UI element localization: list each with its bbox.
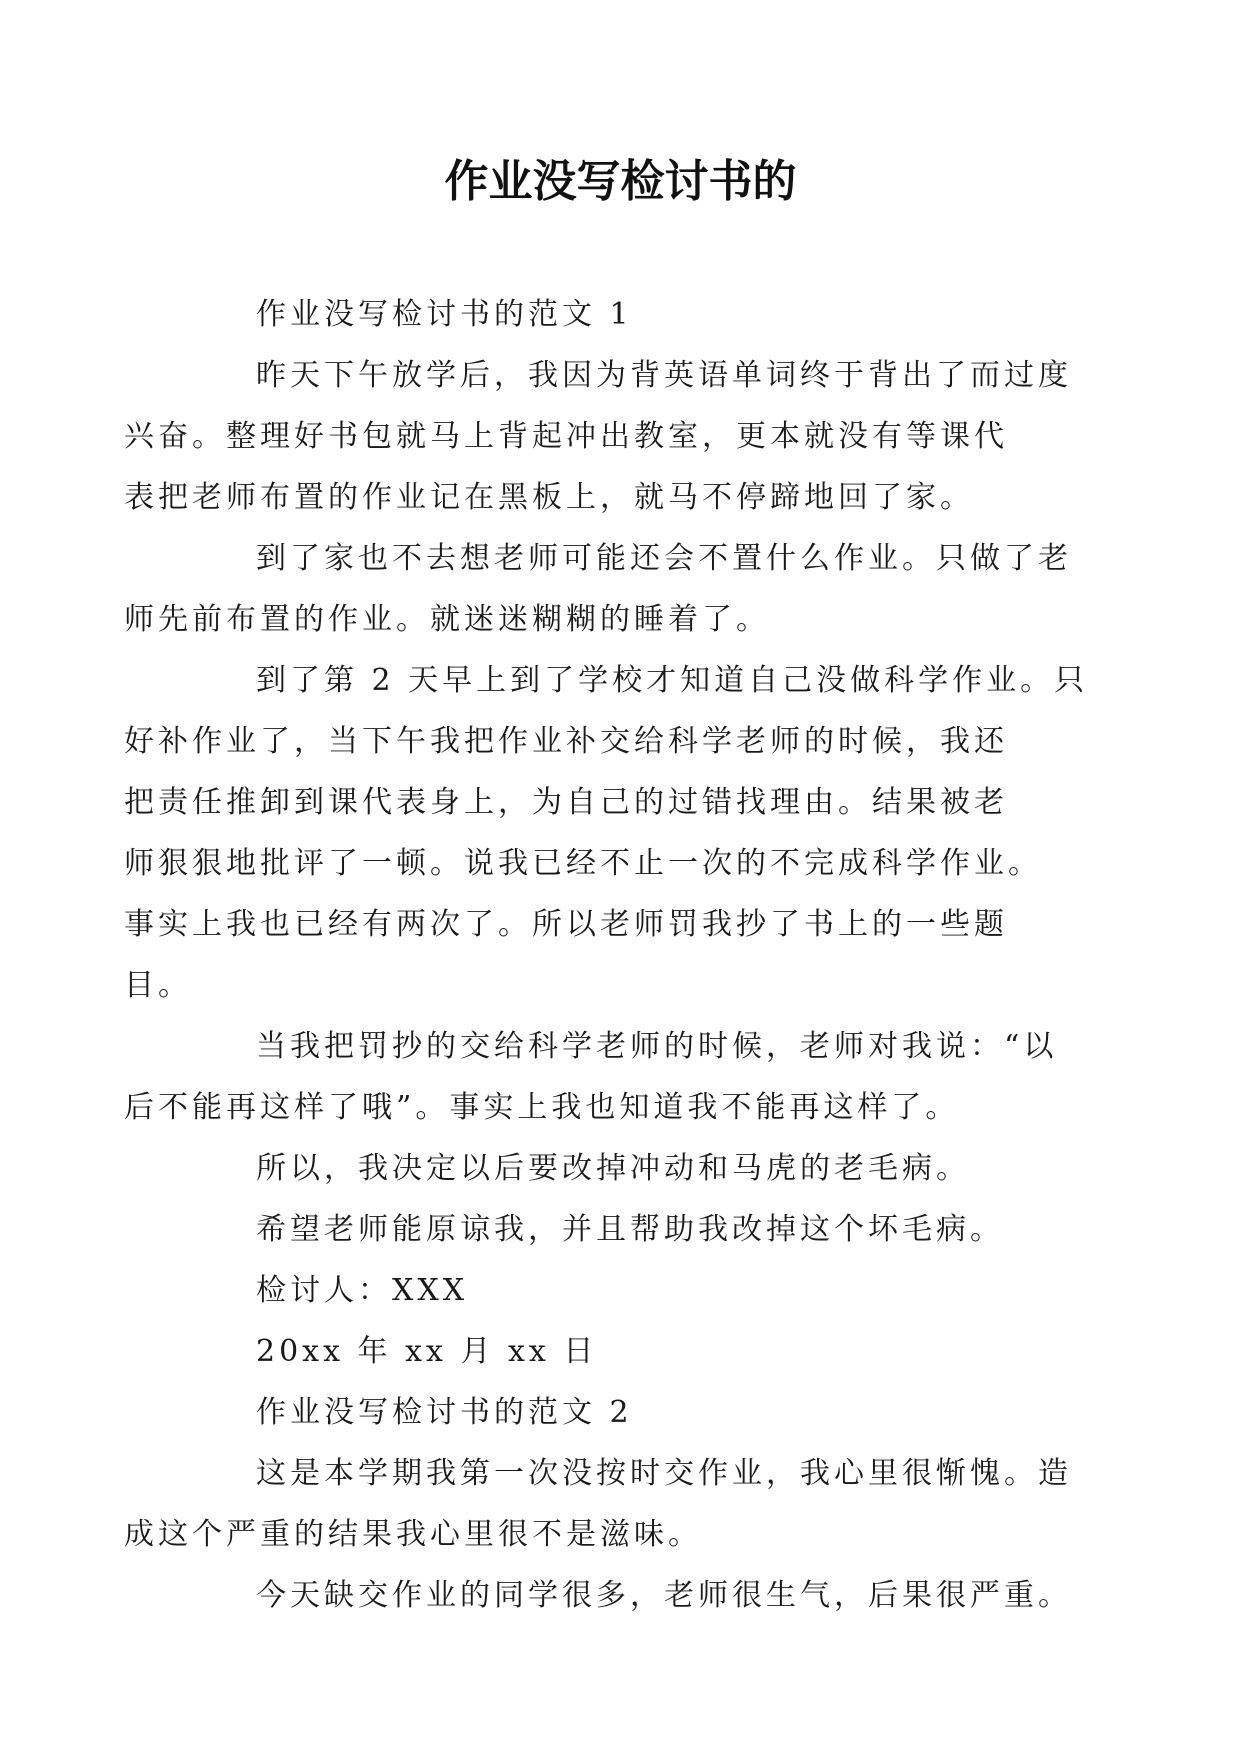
paragraph bbox=[124, 345, 1072, 528]
text-line: 好补作业了，当下午我把作业补交给科学老师的时候，我还 bbox=[124, 724, 1008, 759]
paragraph bbox=[190, 1565, 1072, 1626]
signature-line: 检讨人：XXX bbox=[256, 1273, 469, 1308]
paragraph bbox=[190, 284, 1055, 345]
text-line: 作业没写检讨书的范文 2 bbox=[256, 1395, 633, 1430]
paragraph bbox=[124, 528, 1072, 650]
text-line: 昨天下午放学后，我因为背英语单词终于背出了而过度 bbox=[256, 358, 1072, 393]
document-title: 作业没写检讨书的 bbox=[444, 156, 797, 207]
text-line: 师狠狠地批评了一顿。说我已经不止一次的不完成科学作业。 bbox=[124, 846, 1042, 881]
text-line: 目。 bbox=[124, 968, 192, 1003]
text-line: 把责任推卸到课代表身上，为自己的过错找理由。结果被老 bbox=[124, 785, 1008, 820]
paragraph bbox=[190, 1321, 1055, 1382]
text-line: 到了家也不去想老师可能还会不置什么作业。只做了老 bbox=[256, 541, 1072, 576]
paragraph bbox=[190, 1382, 1055, 1443]
text-line: 作业没写检讨书的范文 1 bbox=[256, 297, 633, 332]
date-line: 20xx 年 xx 月 xx 日 bbox=[256, 1334, 598, 1369]
text-line: 这是本学期我第一次没按时交作业，我心里很惭愧。造 bbox=[256, 1456, 1072, 1491]
paragraph bbox=[124, 1443, 1072, 1565]
paragraph bbox=[190, 1138, 1055, 1199]
text-line: 希望老师能原谅我，并且帮助我改掉这个坏毛病。 bbox=[256, 1212, 1004, 1247]
text-line: 表把老师布置的作业记在黑板上，就马不停蹄地回了家。 bbox=[124, 480, 974, 515]
text-line: 师先前布置的作业。就迷迷糊糊的睡着了。 bbox=[124, 602, 770, 637]
text-line: 兴奋。整理好书包就马上背起冲出教室，更本就没有等课代 bbox=[124, 419, 1008, 454]
text-line: 成这个严重的结果我心里很不是滋味。 bbox=[124, 1517, 702, 1552]
document-body bbox=[124, 284, 1089, 1626]
paragraph bbox=[124, 1016, 1058, 1138]
text-line: 事实上我也已经有两次了。所以老师罚我抄了书上的一些题 bbox=[124, 907, 1008, 942]
text-line: 今天缺交作业的同学很多，老师很生气，后果很严重。 bbox=[256, 1578, 1072, 1613]
text-line: 后不能再这样了哦”。事实上我也知道我不能再这样了。 bbox=[124, 1090, 960, 1125]
text-line: 到了第 2 天早上到了学校才知道自己没做科学作业。只 bbox=[256, 663, 1089, 698]
paragraph bbox=[190, 1260, 1055, 1321]
text-line: 所以，我决定以后要改掉冲动和马虎的老毛病。 bbox=[256, 1151, 970, 1186]
text-line: 当我把罚抄的交给科学老师的时候，老师对我说：“以 bbox=[256, 1029, 1058, 1064]
paragraph bbox=[190, 1199, 1055, 1260]
paragraph bbox=[124, 650, 1089, 1016]
